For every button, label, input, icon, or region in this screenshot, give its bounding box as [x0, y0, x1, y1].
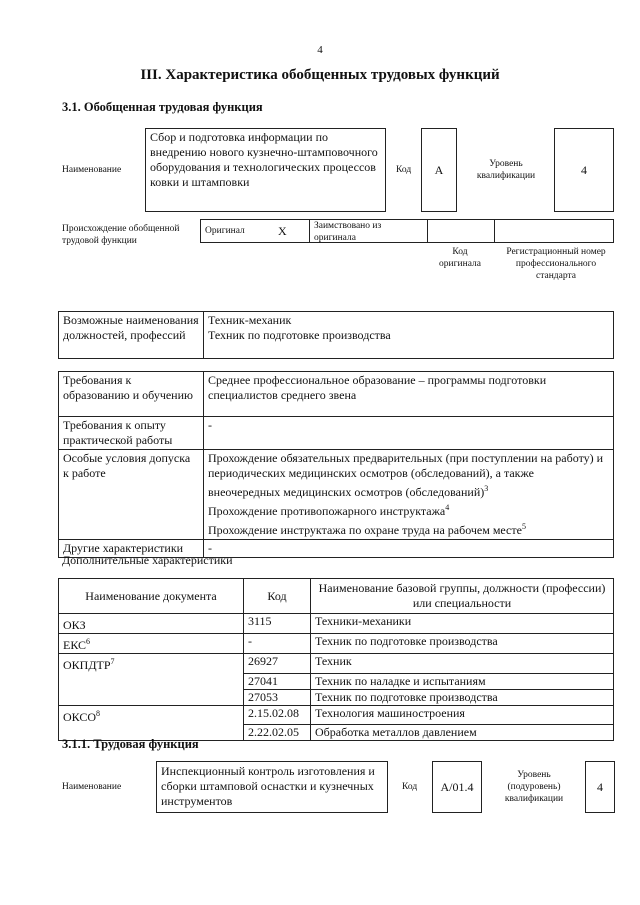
gtf-heading: 3.1. Обобщенная трудовая функция: [62, 100, 263, 114]
footnote-ref: 7: [110, 657, 115, 666]
additional-header-code: Код: [244, 579, 311, 614]
gtf-name-value: Сбор и подготовка информации по внедрению нового кузнечно-штамповочного оборудования и технологических процессов ковки и штамповки: [145, 128, 386, 212]
row-name: Техник по подготовке производства: [311, 634, 614, 654]
table-row: [59, 634, 614, 654]
req-other-value: -: [204, 540, 614, 558]
footnote-ref: 6: [86, 637, 91, 646]
footnote-ref: 5: [521, 522, 526, 531]
row-doc: [59, 654, 244, 674]
gtf-level-label: Уровень квалификации: [476, 159, 536, 181]
tf-level-label: Уровень (подуровень) квалификации: [504, 770, 564, 804]
row-name: Техник по подготовке производства: [311, 689, 614, 705]
footnote-ref: 3: [484, 484, 489, 493]
req-education-label: Требования к образованию и обучению: [59, 372, 204, 417]
gtf-code-label: Код: [396, 165, 412, 175]
row-doc-name: ОКСО: [63, 709, 97, 724]
gtf-name-label: Наименование: [62, 165, 122, 175]
page-number: 4: [317, 44, 323, 56]
row-code: 27053: [244, 689, 311, 705]
section-title: III. Характеристика обобщенных трудовых функций: [140, 67, 500, 83]
origin-original-label: Оригинал: [205, 226, 245, 236]
table-row: [59, 705, 614, 725]
req-education-value: Среднее профессиональное образование – программы подготовки специалистов среднего звена: [204, 372, 614, 417]
row-code: 2.22.02.05: [244, 725, 311, 741]
additional-header-name: Наименование базовой группы, должности (профессии) или специальности: [311, 579, 614, 614]
table-row: [59, 689, 614, 705]
additional-header-doc: Наименование документа: [59, 579, 244, 614]
origin-divider-3: [494, 219, 495, 243]
positions-label: Возможные наименования должностей, профессий: [59, 312, 204, 359]
row-name: Техник по наладке и испытаниям: [311, 673, 614, 689]
req-special-label: Особые условия допуска к работе: [59, 450, 204, 540]
positions-table: [58, 311, 614, 359]
additional-table: [58, 578, 614, 741]
origin-reg-caption: Регистрационный номер профессионального стандарта: [506, 247, 606, 281]
origin-divider: [309, 219, 310, 243]
row-doc: [59, 614, 244, 634]
origin-borrowed-label: Заимствовано из оригинала: [314, 221, 382, 243]
row-name: Обработка металлов давлением: [311, 725, 614, 741]
row-doc-name: ОКЗ: [63, 618, 86, 632]
row-name: Техники-механики: [311, 614, 614, 634]
table-row: [59, 654, 614, 674]
row-doc: [59, 705, 244, 725]
table-row: [59, 614, 614, 634]
origin-original-mark: X: [278, 223, 287, 238]
row-code: -: [244, 634, 311, 654]
requirements-table: [58, 371, 614, 558]
tf-name-label: Наименование: [62, 782, 122, 792]
req-experience-label: Требования к опыту практической работы: [59, 417, 204, 450]
position-item: Техник по подготовке производства: [208, 328, 391, 342]
origin-label: Происхождение обобщенной трудовой функции: [62, 224, 180, 246]
row-doc: [59, 673, 244, 689]
tf-name-value: Инспекционный контроль изготовления и сборки штамповой оснастки и кузнечных инструментов: [156, 761, 388, 813]
gtf-level-value: 4: [554, 128, 614, 212]
row-name: Технология машиностроения: [311, 705, 614, 725]
req-special-line: Прохождение инструктажа по охране труда на рабочем месте: [208, 523, 522, 537]
row-code: 3115: [244, 614, 311, 634]
row-code: 2.15.02.08: [244, 705, 311, 725]
req-experience-value: -: [204, 417, 614, 450]
tf-code-value: A/01.4: [432, 761, 482, 813]
row-doc: [59, 634, 244, 654]
row-code: 26927: [244, 654, 311, 674]
gtf-code-value: А: [421, 128, 457, 212]
footnote-ref: 4: [445, 503, 450, 512]
table-row: [59, 673, 614, 689]
req-special-line: Прохождение противопожарного инструктажа: [208, 504, 446, 518]
row-doc-name: ОКПДТР: [63, 658, 111, 672]
req-special-line: Прохождение обязательных предварительных (при поступлении на работу) и периодических медицинских осмотров (обследований), а также внеочередных медицинских осмотров (обследований): [208, 451, 604, 499]
additional-heading: Дополнительные характеристики: [62, 553, 233, 567]
tf-heading: 3.1.1. Трудовая функция: [62, 737, 199, 751]
origin-divider-2: [427, 219, 428, 243]
position-item: Техник-механик: [208, 313, 292, 327]
footnote-ref: 8: [96, 708, 101, 718]
origin-code-caption: Код оригинала: [439, 247, 481, 269]
row-doc-name: ЕКС: [63, 638, 87, 652]
tf-code-label: Код: [402, 782, 418, 792]
row-code: 27041: [244, 673, 311, 689]
row-doc: [59, 689, 244, 705]
positions-values: [204, 312, 614, 359]
req-special-value: [204, 450, 614, 540]
row-name: Техник: [311, 654, 614, 674]
tf-level-value: 4: [585, 761, 615, 813]
req-other-label: Другие характеристики: [59, 540, 204, 558]
